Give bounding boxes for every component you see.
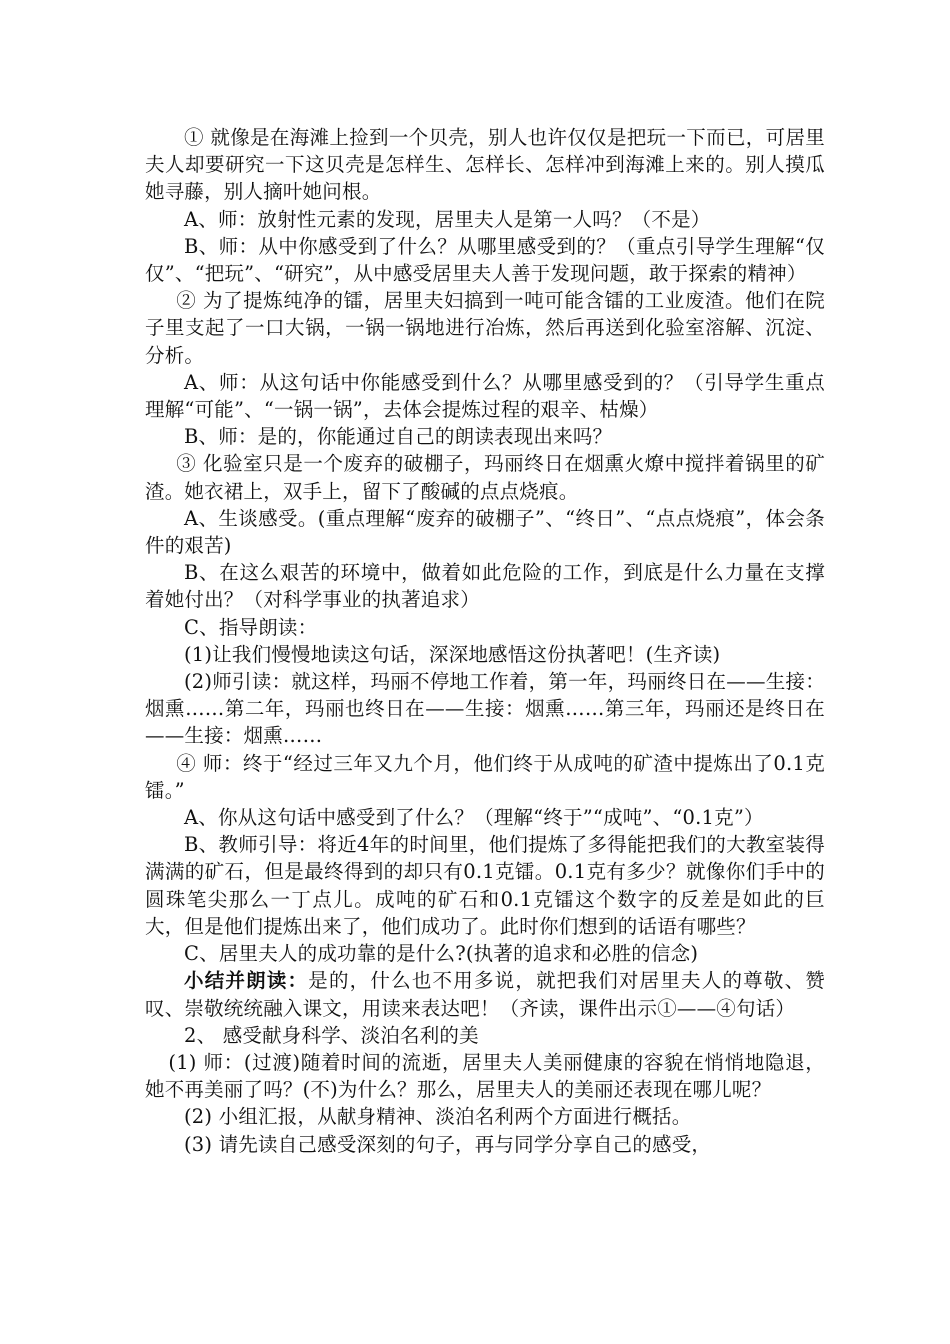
paragraph-step-3: (3) 请先读自己感受深刻的句子，再与同学分享自己的感受， <box>184 1132 712 1156</box>
paragraph-summary <box>145 967 825 1021</box>
document-page <box>145 124 825 1158</box>
paragraph-reading-1: (1)让我们慢慢地读这句话，深深地感悟这份执著吧！(生齐读) <box>184 642 721 666</box>
summary-lead: 小结并朗读： <box>184 969 309 993</box>
paragraph-question-a: A、师：放射性元素的发现，居里夫人是第一人吗？（不是） <box>184 207 711 231</box>
paragraph-question-c: C、指导朗读： <box>184 615 318 639</box>
paragraph-sentence-1: ① 就像是在海滩上捡到一个贝壳，别人也许仅仅是把玩一下而已，可居里夫人却要研究一下这贝壳是怎样生、怎样长、怎样冲到海滩上来的。别人摸瓜她寻藤，别人摘叶她问根。 <box>145 126 825 204</box>
paragraph-step-1: (1) 师：(过渡)随着时间的流逝，居里夫人美丽健康的容貌在悄悄地隐退，她不再美丽了吗？(不)为什么？那么，居里夫人的美丽还表现在哪儿呢？ <box>145 1050 825 1102</box>
paragraph-question-b: B、师：从中你感受到了什么？从哪里感受到的？（重点引导学生理解“仅仅”、“把玩”、“研究”，从中感受居里夫人善于发现问题，敢于探索的精神） <box>145 234 825 286</box>
paragraph-question-b: B、在这么艰苦的环境中，做着如此危险的工作，到底是什么力量在支撑着她付出？（对科学事业的执著追求） <box>145 561 825 612</box>
paragraph-question-a: A、生谈感受。(重点理解“废弃的破棚子”、“终日”、“点点烧痕”，体会条件的艰苦) <box>145 506 825 558</box>
paragraph-sentence-3: ③ 化验室只是一个废弃的破棚子，玛丽终日在烟熏火燎中搅拌着锅里的矿渣。她衣裙上，双手上，留下了酸碱的点点烧痕。 <box>145 452 825 503</box>
section-heading-2: 2、 感受献身科学、淡泊名利的美 <box>184 1023 479 1047</box>
summary-text: 是的，什么也不用多说，就把我们对居里夫人的尊敬、赞叹、崇敬统统融入课文，用读来表达吧！（齐读，课件出示①——④句话） <box>145 969 825 1020</box>
paragraph-sentence-4: ④ 师：终于“经过三年又九个月，他们终于从成吨的矿渣中提炼出了0.1克镭。” <box>145 751 825 802</box>
paragraph-sentence-2: ② 为了提炼纯净的镭，居里夫妇搞到一吨可能含镭的工业废渣。他们在院子里支起了一口大锅，一锅一锅地进行冶炼，然后再送到化验室溶解、沉淀、分析。 <box>145 289 825 367</box>
paragraph-reading-2: (2)师引读：就这样，玛丽不停地工作着，第一年，玛丽终日在——生接：烟熏……第二年，玛丽也终日在——生接：烟熏……第三年，玛丽还是终日在——生接：烟熏…… <box>145 670 825 748</box>
paragraph-question-b: B、教师引导：将近4年的时间里，他们提炼了多得能把我们的大教室装得满满的矿石，但是最终得到的却只有0.1克镭。0.1克有多少？就像你们手中的圆珠笔尖那么一丁点儿。成吨的矿石和0.1克镭这个数字的反差是如此的巨大，但是他们提炼出来了，他们成功了。此时你们想到的话语有哪些？ <box>145 833 825 938</box>
paragraph-question-a: A、你从这句话中感受到了什么？（理解“终于”“成吨”、“0.1克”） <box>184 806 764 830</box>
paragraph-question-b: B、师：是的，你能通过自己的朗读表现出来吗？ <box>184 425 613 449</box>
paragraph-question-c: C、居里夫人的成功靠的是什么?(执著的追求和必胜的信念) <box>184 942 699 966</box>
paragraph-step-2: (2) 小组汇报，从献身精神、淡泊名利两个方面进行概括。 <box>184 1105 692 1129</box>
paragraph-question-a: A、师：从这句话中你能感受到什么？从哪里感受到的？（引导学生重点理解“可能”、“一锅一锅”，去体会提炼过程的艰辛、枯燥） <box>145 370 825 422</box>
